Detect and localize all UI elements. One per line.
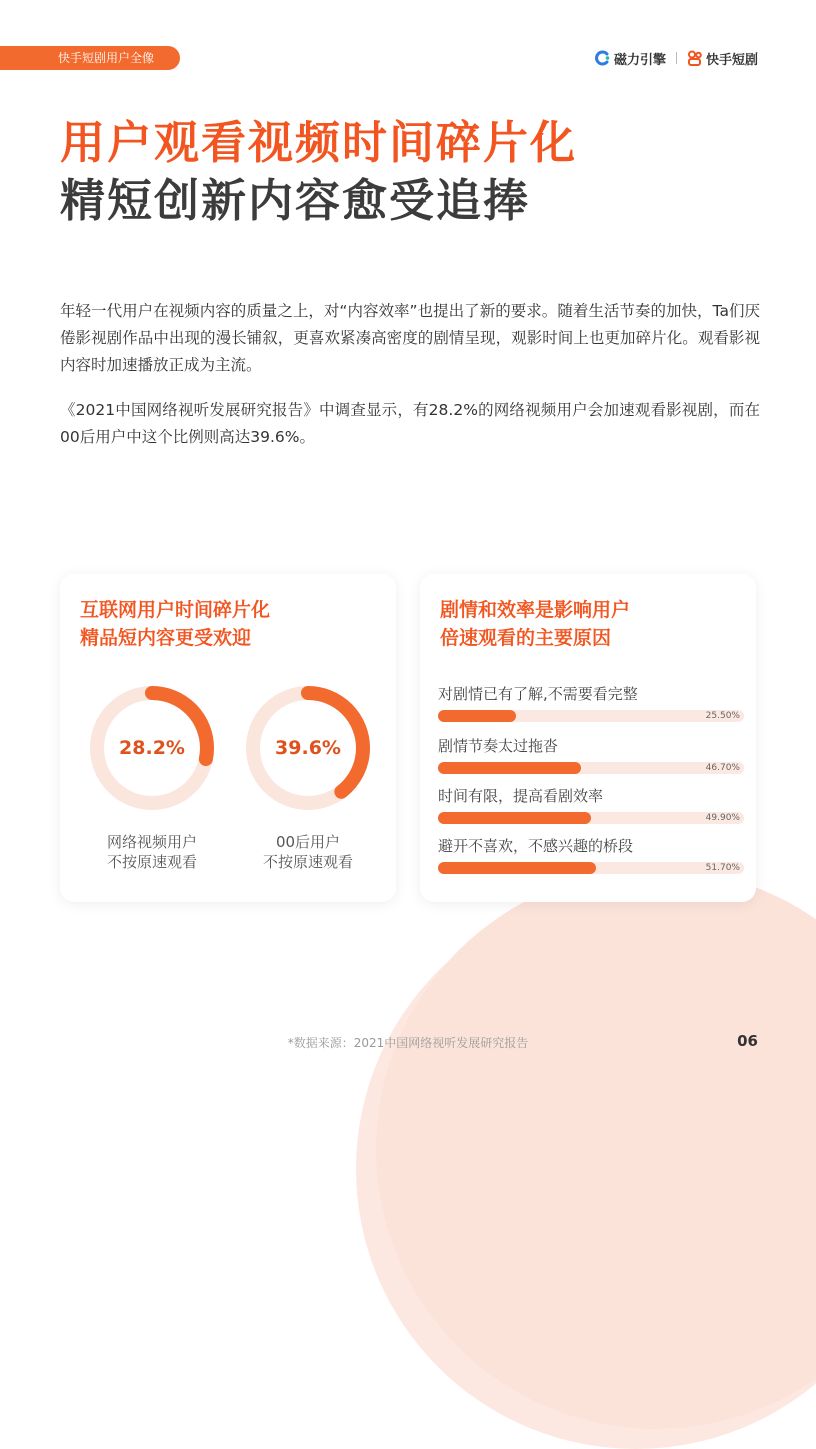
donut-label-line2: 不按原速观看 [262,853,353,871]
bar-label: 对剧情已有了解,不需要看完整 [438,685,638,703]
fragmentation-card [60,574,396,902]
bar [438,812,591,824]
bar-label: 剧情节奏太过拖沓 [438,737,559,755]
bar-value-label: 46.70% [705,763,740,773]
bar [438,710,516,722]
bar-track [438,812,744,824]
fragmentation-card-title-line1: 互联网用户时间碎片化 [80,599,271,621]
kuaishou-drama-logo [687,49,758,68]
kuaishou-icon [687,50,703,66]
bar [438,862,596,874]
bar-row [438,786,744,824]
reasons-card-title-line1: 剧情和效率是影响用户 [440,599,631,621]
cili-engine-icon [595,50,611,66]
header-logos [595,48,758,68]
cili-engine-logo [595,49,666,68]
donut-label-video-users [72,832,232,872]
bar-value-label: 25.50% [705,711,740,721]
bar-value-label: 49.90% [705,813,740,823]
kuaishou-drama-text: 快手短剧 [705,52,758,68]
bar-track [438,762,744,774]
donut-value: 28.2% [119,737,185,759]
reasons-card [420,574,756,902]
intro-paragraph: 年轻一代用户在视频内容的质量之上，对“内容效率”也提出了新的要求。随着生活节奏的加快，Ta们厌倦影视剧作品中出现的漫长铺叙，更喜欢紧凑高密度的剧情呈现，观影时间上也更加碎片化。观看影视内容时加速播放正成为主流。 [60,302,760,374]
bar-row [438,684,744,722]
page-title-line1: 用户观看视频时间碎片化 [60,116,578,169]
fragmentation-card-title-line2: 精品短内容更受欢迎 [80,627,252,649]
section-tag: 快手短剧用户全像 [0,46,180,70]
bar [438,762,581,774]
bar-track [438,862,744,874]
donut-label-line2: 不按原速观看 [106,853,197,871]
data-source-note: *数据来源：2021中国网络视听发展研究报告 [287,1036,529,1050]
donut-value: 39.6% [275,737,341,759]
donut-label-00s-users [228,832,388,872]
page-title-line2: 精短创新内容愈受追捧 [60,174,531,227]
donut-label-line1: 00后用户 [275,833,341,851]
bar-value-label: 51.70% [705,863,740,873]
page-number: 06 [737,1032,758,1050]
bar-row [438,736,744,774]
donut-chart-00s-users [246,686,370,810]
bar-label: 避开不喜欢，不感兴趣的桥段 [438,837,634,855]
reasons-card-title-line2: 倍速观看的主要原因 [440,627,612,649]
reasons-card-title [440,596,630,652]
donut-label-line1: 网络视频用户 [106,833,197,851]
bar-track [438,710,744,722]
fragmentation-card-title [80,596,270,652]
cili-engine-text: 磁力引擎 [613,52,666,68]
bar-label: 时间有限，提高看剧效率 [438,787,604,805]
survey-paragraph: 《2021中国网络视听发展研究报告》中调查显示，有28.2%的网络视频用户会加速观看影视剧，而在00后用户中这个比例则高达39.6%。 [60,401,760,446]
bar-row [438,836,744,874]
logo-divider [676,52,677,64]
donut-chart-video-users [90,686,214,810]
